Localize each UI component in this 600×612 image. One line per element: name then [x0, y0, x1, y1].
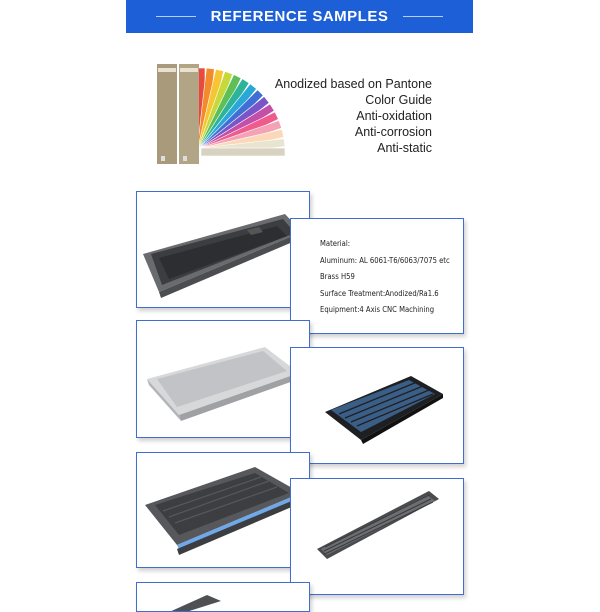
feature-item: Anti-static: [377, 141, 432, 155]
section-header: [126, 0, 473, 33]
header-divider-right: [403, 16, 443, 17]
sample-photo-keyboard-case-silver: [136, 320, 310, 438]
feature-item: Anodized based on Pantone: [274, 77, 432, 91]
feature-item: Color Guide: [365, 93, 432, 107]
feature-item: Anti-oxidation: [356, 109, 432, 123]
specification-card: [290, 218, 464, 334]
feature-item: Anti-corrosion: [354, 125, 432, 139]
sample-photo-keyboard-plate-lightbar: [136, 452, 310, 568]
spec-surface: Surface Treatment:Anodized/Ra1.6: [320, 288, 439, 298]
header-divider-left: [156, 16, 196, 17]
sample-photo-keyboard-case-dark: [136, 191, 310, 308]
spec-aluminum: Aluminum: AL 6061-T6/6063/7075 etc: [320, 255, 450, 265]
sample-photo-keyboard-plate-grey: [290, 478, 464, 595]
feature-list: [262, 76, 432, 156]
section-title: REFERENCE SAMPLES: [210, 8, 389, 25]
spec-material-label: Material:: [320, 239, 351, 248]
spec-brass: Brass H59: [320, 272, 355, 281]
sample-photo-keyboard-partial: [136, 582, 310, 612]
sample-photo-keyboard-blue-keys: [290, 347, 464, 464]
spec-equipment: Equipment:4 Axis CNC Machining: [320, 305, 435, 314]
